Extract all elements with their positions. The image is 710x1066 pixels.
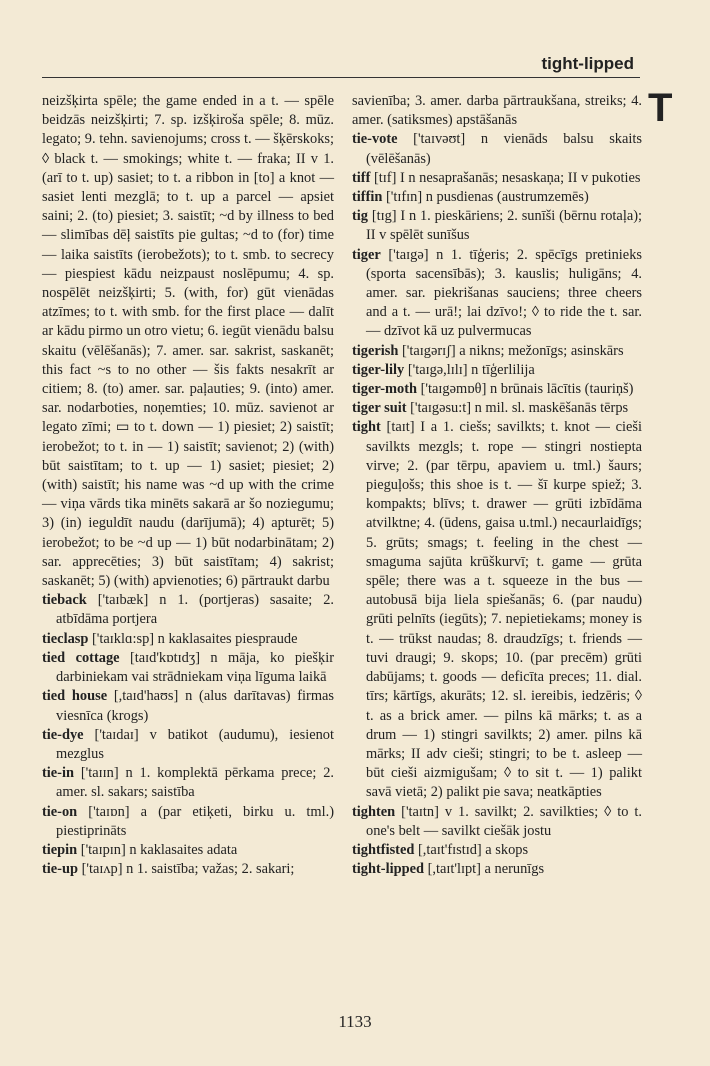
left-column — [42, 92, 334, 879]
entry-headword: tie-vote — [352, 131, 398, 148]
entry-headword: tie-in — [42, 765, 74, 782]
dictionary-entry — [352, 246, 642, 342]
entry-text: ['tɪfɪn] n pusdienas (austrumzemēs) — [386, 189, 589, 206]
dictionary-entry — [352, 399, 642, 418]
dictionary-entry — [352, 803, 642, 841]
entry-text: neizšķirta spēle; the game ended in a t. — spēle beidzās neizšķirti; 7. sp. izšķiroša spēle; 8. mūz. legato; 9. tehn. savienojums; cross t. — šķērskoks; ◊ black t. — smokings; white t. — fraka; II v 1. (arī to t. up) sasiet; to t. a ribbon in [to] a knot — sasiet lenti mezglā; to t. up a parcel — apsiet saini; 2. (to) piesiet; 3. saistīt; ~d by illness to bed — slimības dēļ saistīts pie gultas; ~d to (for) time — laika saistīts (ierobežots); to t. smb. to secrecy — piespiest kādu neizpaust noslēpumu; 4. sp. nospēlēt neizšķirti; 5. (with, for) gūt vienādas atzīmes; to t. with smb. for the first place — dalīt ar kādu pirmo un otro vietu; 6. iegūt vienādu balsu skaitu (vēlēšanās); 7. amer. sar. sakrist, saskanēt; this fact ~s to no other — šis fakts nesakrīt ar citiem; 8. (to) amer. sar. paļauties; 9. (into) amer. sar. nodarboties, noņemties; 10. mūz. savienot ar legato zīmi; ▭ to t. down — 1) piesiet; 2) saistīt; ierobežot; to t. in — 1) saistīt; savienot; 2) (with) būt saistītam; to t. up — 1) sasiet; piesiet; 2) (with) saistīt; his name was ~d up with the crime — viņa vārds tika minēts sakarā ar šo noziegumu; 3) (in) ieguldīt naudu (darījumā); 4) apturēt; 5) ierobežot; to be ~d up — 1) būt nodarbinātam; 2) sar. apprecēties; 3) būt saistītam; 4) sakrist; saskanēt; 5) (with) apvienoties; 6) pārtraukt darbu — [42, 93, 334, 590]
entry-headword: tiepin — [42, 841, 78, 858]
entry-headword: tightfisted — [352, 841, 415, 858]
entry-headword: tigerish — [352, 342, 399, 359]
dictionary-entry — [352, 860, 642, 879]
entry-text: ['taɪɪn] n 1. komplektā pērkama prece; 2. amer. sl. sakars; saistība — [56, 765, 334, 801]
dictionary-entry — [42, 591, 334, 629]
entry-headword: tie-dye — [42, 726, 84, 743]
entry-text: ['taɪgə] n 1. tīģeris; 2. spēcīgs pretinieks (sporta sacensībās); 3. kauslis; huligāns; 4. amer. sar. piekrišanas sauciens; three cheers and a t. — urā!; lai dzīvo!; ◊ to ride the t. sar. — dzīvot kā uz pulvermucas — [366, 246, 642, 340]
section-letter: T — [648, 86, 673, 130]
dictionary-entry — [42, 630, 334, 649]
entry-text: ['taɪklɑ:sp] n kaklasaites piespraude — [91, 630, 298, 647]
entry-headword: tight-lipped — [352, 861, 424, 878]
entry-text: ['taɪvəʊt] n vienāds balsu skaits (vēlēšanās) — [366, 131, 642, 167]
entry-text: savienība; 3. amer. darba pārtraukšana, streiks; 4. amer. (satiksmes) apstāšanās — [352, 93, 642, 129]
dictionary-entry — [42, 764, 334, 802]
entry-text: ['taɪbæk] n 1. (portjeras) sasaite; 2. atbīdāma portjera — [56, 592, 334, 628]
entry-headword: tieback — [42, 592, 87, 609]
dictionary-entry — [352, 130, 642, 168]
header-rule — [42, 77, 640, 78]
dictionary-entry — [352, 380, 642, 399]
entry-headword: tiffin — [352, 189, 383, 206]
entry-text: [tɪg] I n 1. pieskāriens; 2. sunīši (bērnu rotaļa); II v spēlēt sunīšus — [366, 208, 642, 244]
entry-text: ['taɪgəsu:t] n mil. sl. maskēšanās tērps — [410, 400, 629, 417]
right-column — [352, 92, 642, 879]
entry-text: ['taɪɒn] a (par etiķeti, birku u. tml.) piestiprināts — [56, 803, 334, 839]
entry-text: ['taɪgəmɒθ] n brūnais lācītis (tauriņš) — [420, 381, 634, 398]
dictionary-entry — [42, 649, 334, 687]
dictionary-entry — [352, 207, 642, 245]
entry-headword: tiff — [352, 169, 371, 186]
entry-text: ['taɪtn] v 1. savilkt; 2. savilkties; ◊ to t. one's belt — savilkt ciešāk jostu — [366, 803, 642, 839]
entry-headword: tie-up — [42, 861, 78, 878]
entry-text: [taɪd'kɒtɪdʒ] n māja, ko piešķir darbiniekam vai strādniekam viņa līguma laikā — [56, 649, 334, 686]
entry-text: [,taɪd'haʊs] n (alus darītavas) firmas viesnīca (krogs) — [56, 688, 334, 724]
dictionary-entry — [352, 361, 642, 380]
entry-headword: tiger-moth — [352, 381, 417, 398]
entry-headword: tiger-lily — [352, 361, 405, 378]
entry-text: [,taɪt'fɪstɪd] a skops — [417, 841, 529, 858]
entry-headword: tieclasp — [42, 630, 89, 647]
dictionary-entry — [352, 418, 642, 802]
entry-text: [taɪt] I a 1. ciešs; savilkts; t. knot — cieši savilkts mezgls; t. rope — stingri nostiepta virve; 2. (par tērpu, apaviem u. tml.) šaurs; pieguļošs; this shoe is t. — šī kurpe spiež; 3. kompakts; blīvs; t. drawer — grūti izbīdāma atvilktne; 4. (ūdens, gaisa u.tml.) necaurlaidīgs; 5. grūts; smags; t. feeling in the chest — smaguma sajūta krūškurvī; t. game — grūta spēle; there was a t. squeeze in the bus — autobusā bija liela spiešanās; 6. (par naudu) grūti pelnīts (iegūts); 7. nepietiekams; money is t. — trūkst naudas; 8. draudzīgs; t. friends — tuvi draugi; 9. skops; 10. (par precēm) grūti dabūjams; t. goods — deficīta preces; 11. dial. tīrs; kārtīgs, akurāts; 12. sl. iereibis, iedzēris; ◊ t. as a brick amer. — pilns kā mārks; t. as a drum — 1) stingri savilkts; 2) amer. pilns kā mārks; II adv cieši; stingri; to be t. asleep — būt cieši aizmigušam; ◊ to sit t. — 1) palikt savā vietā; 2) palikt pie sava; neatkāpties — [366, 419, 643, 801]
dictionary-entry — [42, 860, 334, 879]
dictionary-entry — [352, 342, 642, 361]
entry-text: ['taɪgərɪʃ] a nikns; mežonīgs; asinskārs — [401, 342, 624, 359]
entry-headword: tie-on — [42, 803, 78, 820]
entry-text: ['taɪgə,lɪlɪ] n tīģerlilija — [407, 361, 535, 378]
entry-text: ['taɪʌp] n 1. saistība; važas; 2. sakari; — [81, 861, 295, 878]
dictionary-entry — [352, 169, 642, 188]
dictionary-entry — [42, 92, 334, 591]
entry-headword: tighten — [352, 803, 396, 820]
dictionary-entry — [352, 92, 642, 130]
dictionary-entry — [42, 726, 334, 764]
entry-text: ['taɪdaɪ] v batikot (audumu), iesienot mezglus — [56, 726, 334, 762]
entry-headword: tight — [352, 419, 381, 436]
entry-headword: tied house — [42, 688, 108, 705]
dictionary-entry — [42, 687, 334, 725]
running-head: tight-lipped — [541, 54, 634, 73]
page-number: 1133 — [338, 1012, 372, 1031]
entry-text: ['taɪpɪn] n kaklasaites adata — [80, 841, 238, 858]
dictionary-entry — [42, 803, 334, 841]
dictionary-entry — [352, 188, 642, 207]
dictionary-entry — [352, 841, 642, 860]
entry-text: [,taɪt'lɪpt] a nerunīgs — [427, 861, 545, 878]
entry-headword: tiger — [352, 246, 381, 263]
entry-headword: tied cottage — [42, 649, 120, 666]
entry-headword: tiger suit — [352, 400, 407, 417]
dictionary-entry — [42, 841, 334, 860]
entry-text: [tɪf] I n nesaprašanās; nesaskaņa; II v pukoties — [373, 169, 641, 186]
entry-headword: tig — [352, 208, 368, 225]
